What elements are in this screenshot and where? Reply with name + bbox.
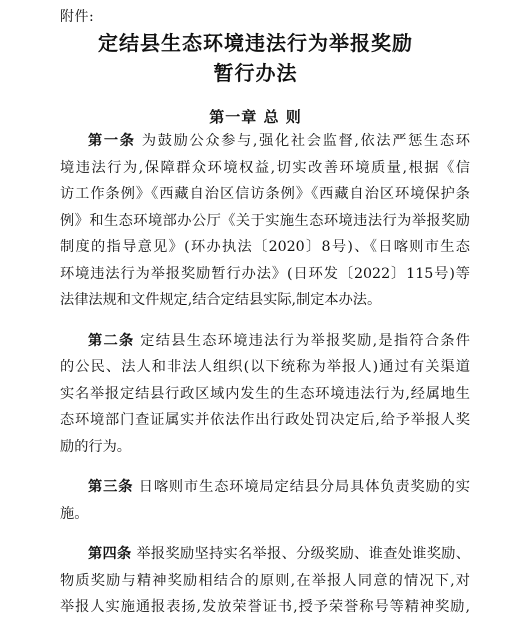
article-2-label: 第二条 — [88, 332, 135, 349]
article-text-line: 访工作条例》《西藏自治区信访条例》《西藏自治区环境保护条 — [60, 186, 470, 202]
article-text-line: 环境违法行为举报奖励暂行办法》(日环发〔2022〕115号)等 — [60, 265, 470, 282]
article-2-line-1 — [60, 328, 470, 355]
article-text-line: 举报人实施通报表扬,发放荣誉证书,授予荣誉称号等精神奖励, — [60, 599, 470, 615]
article-text-line: 境违法行为,保障群众环境权益,切实改善环境质量,根据《信 — [60, 159, 470, 176]
article-3 — [60, 474, 470, 527]
document-body — [60, 128, 470, 621]
article-text-line: 例》和生态环境部办公厅《关于实施生态环境违法行为举报奖励 — [60, 212, 470, 229]
article-text-line: 的公民、法人和非法人组织(以下统称为举报人)通过有关渠道 — [60, 359, 470, 375]
article-4-label: 第四条 — [88, 546, 132, 562]
article-text: 举报奖励坚持实名举报、分级奖励、谁查处谁奖励、 — [136, 546, 470, 562]
article-text-line: 制度的指导意见》(环办执法〔2020〕8号)、《日喀则市生态 — [60, 239, 470, 255]
article-text-line: 法律法规和文件规定,结合定结县实际,制定本办法。 — [60, 292, 382, 308]
article-text: 日喀则市生态环境局定结县分局具体负责奖励的实 — [138, 479, 470, 495]
article-1 — [60, 128, 470, 314]
article-text-line: 实名举报定结县行政区域内发生的生态环境违法行为,经属地生 — [60, 385, 470, 402]
article-text-line: 态环境部门查证属实并依法作出行政处罚决定后,给予举报人奖 — [60, 412, 470, 428]
article-text: 为鼓励公众参与,强化社会监督,依法严惩生态环 — [141, 133, 470, 149]
document-title-line-1: 定结县生态环境违法行为举报奖励 — [98, 31, 413, 55]
article-4 — [60, 541, 470, 621]
article-1-label: 第一条 — [88, 133, 136, 149]
article-1-line-1 — [60, 128, 470, 155]
article-text-line: 励的行为。 — [60, 438, 131, 455]
article-text: 定结县生态环境违法行为举报奖励,是指符合条件 — [140, 332, 470, 349]
article-3-line-1 — [60, 474, 470, 501]
article-text-line: 物质奖励与精神奖励相结合的原则,在举报人同意的情况下,对 — [60, 572, 470, 589]
document-title-line-2: 暂行办法 — [213, 61, 298, 85]
article-2 — [60, 328, 470, 461]
article-3-label: 第三条 — [88, 479, 134, 495]
article-text-line: 施。 — [60, 505, 89, 522]
chapter-heading: 第一章 总 则 — [209, 108, 302, 126]
attachment-label: 附件: — [60, 9, 95, 25]
article-4-line-1 — [60, 541, 470, 568]
